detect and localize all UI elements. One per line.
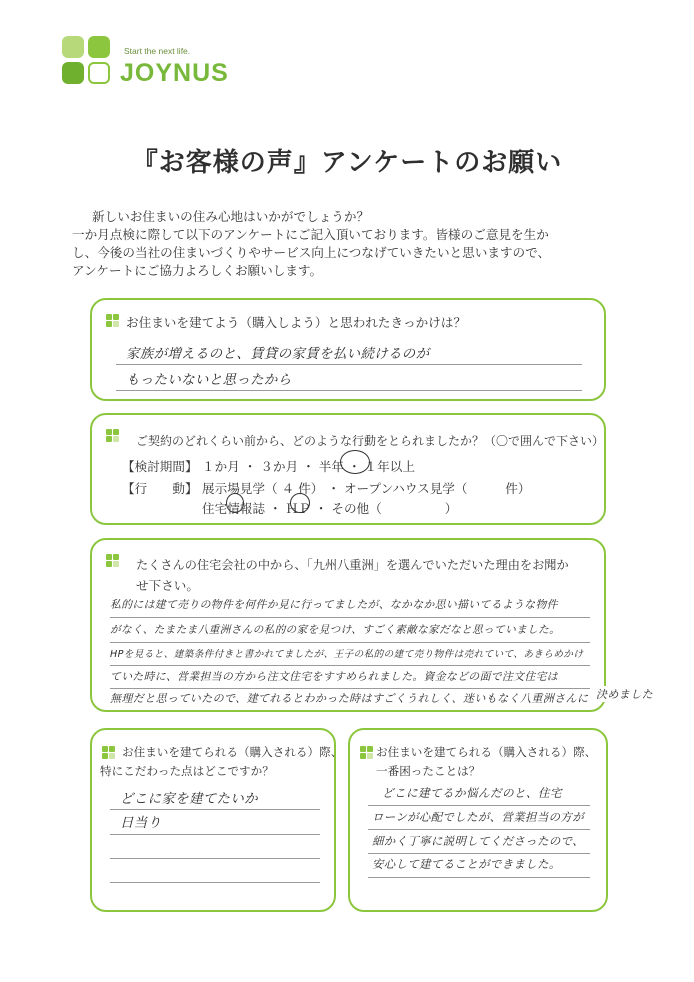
intro-line: し、今後の当社の住まいづくりやサービス向上につなげていきたいと思いますので、 [72,245,551,260]
q4-question-line-1: お住まいを建てられる（購入される）際、 [122,745,343,759]
bullet-icon [106,429,120,443]
intro-line: 新しいお住まいの住み心地はいかがでしょうか？ [92,209,370,224]
q5-answer-line: ローンが心配でしたが、営業担当の方が [372,810,585,824]
q5-question-line-1: お住まいを建てられる（購入される）際、 [376,745,597,759]
answer-rule [110,858,320,859]
answer-rule [368,877,590,878]
period-label: 【検討期間】 [122,459,198,474]
answer-rule [368,853,590,854]
answer-rule [368,829,590,830]
q3-answer-line: HPを見ると、建築条件付きと書かれてましたが、王子の私的の建て売り物件は売れていて、あきらめかけ [110,649,584,660]
answer-rule [116,364,582,365]
q4-answer-line: 日当り [120,816,162,831]
bullet-icon [360,746,374,760]
joynus-logo [62,36,229,87]
bullet-icon [106,554,120,568]
q2-box [90,413,606,525]
bullet-icon [106,314,120,328]
logo-tagline: Start the next life. [124,46,191,56]
answer-rule [116,390,582,391]
answer-rule [110,617,590,618]
q3-answer-line: 無理だと思っていたので、建てれるとわかった時はすごくうれしく、迷いもなく八重洲さんに [110,692,589,705]
q4-answer-line: どこに家を建てたいか [120,792,258,807]
q2-question: ご契約のどれくらい前から、どのような行動をとられましたか？（〇で囲んで下さい） [136,434,605,448]
answer-rule [110,665,590,666]
q5-answer-line: 安心して建てることができました。 [372,857,561,871]
action-label: 【行 動】 [122,481,198,496]
q5-box [348,728,608,912]
intro-line: 一か月点検に際して以下のアンケートにご記入頂いております。皆様のご意見を生か [72,227,549,242]
q4-question-line-2: 特にこだわった点はどこですか？ [100,764,274,778]
intro-line: アンケートにご協力よろしくお願いします。 [72,263,323,278]
logo-wordmark: JOYNUS [120,59,229,87]
q3-answer-tail: 決めました [596,688,653,701]
selected-magazine-circle [226,493,244,513]
page-title: 『お客様の声』アンケートのお願い [131,148,563,178]
selected-hp-circle [290,493,310,513]
action-line-2: 住宅情報誌 ・ ＨＰ ・ その他（ ） [202,501,458,516]
q3-answer-line: 私的には建て売りの物件を何件か見に行ってましたが、なかなか思い描いてるような物件 [110,598,558,611]
answer-rule [110,642,590,643]
answer-rule [110,882,320,883]
q3-question-line-2: せ下さい。 [136,578,199,593]
period-options: １か月 ・ ３か月 ・ 半年 ・ １年以上 [202,459,415,474]
logo-mark-icon [62,36,112,86]
q3-answer-line: がなく、たまたま八重洲さんの私的の家を見つけ、すごく素敵な家だなと思っていました。 [110,624,561,636]
action-line-1: 展示場見学（ ４ 件） ・ オープンハウス見学（ 件） [202,481,531,496]
q4-box [90,728,343,912]
q1-answer-line: もったいないと思ったから [126,373,292,388]
q5-question-line-2: 一番困ったことは？ [376,764,481,778]
answer-rule [110,809,320,810]
q1-answer-line: 家族が増えるのと、賃貸の家賃を払い続けるのが [126,347,430,362]
q5-answer-line: どこに建てるか悩んだのと、住宅 [382,786,562,800]
answer-rule [110,834,320,835]
selected-period-circle [340,450,370,474]
q3-answer-line: ていた時に、営業担当の方から注文住宅をすすめられました。資金などの面で注文住宅は [110,670,558,683]
answer-rule [110,688,590,689]
q1-question: お住まいを建てよう（購入しよう）と思われたきっかけは？ [126,315,467,330]
q5-answer-line: 細かく丁寧に説明してくださったので、 [372,834,585,848]
bullet-icon [102,746,116,760]
answer-rule [368,805,590,806]
q3-question-line-1: たくさんの住宅会社の中から、「九州八重洲」を選んでいただいた理由をお聞か [136,558,569,572]
q1-box [90,298,606,401]
q3-box [90,538,606,712]
intro-text [72,208,612,280]
